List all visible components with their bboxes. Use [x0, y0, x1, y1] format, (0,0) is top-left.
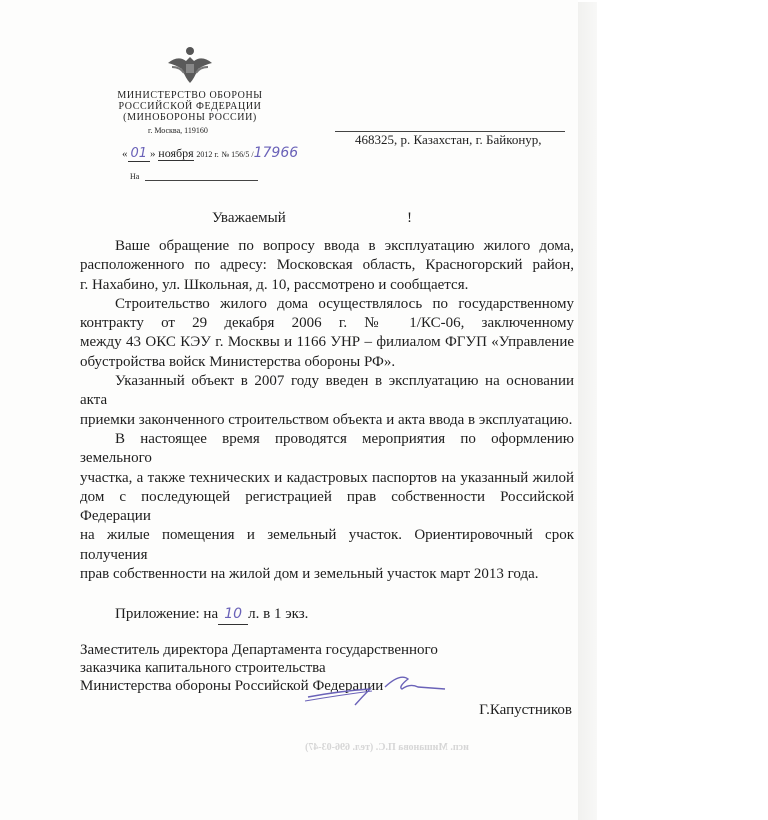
- paragraph-line: дом с последующей регистрацией прав собственности Российской Федерации: [80, 488, 574, 525]
- paragraph-line: расположенного по адресу: Московская область, Красногорский район,: [80, 257, 574, 274]
- handwritten-signature: [300, 669, 450, 709]
- paragraph-line: на жилые помещения и земельный участок. Ориентировочный срок получения: [80, 527, 574, 563]
- paragraph-line: обустройства войск Министерства обороны РФ».: [80, 353, 396, 370]
- greeting: Уважаемый: [212, 210, 286, 226]
- number-prefix: № 156/5 /: [221, 150, 254, 159]
- date-year: 2012 г.: [196, 150, 219, 159]
- paragraph-line: прав собственности на жилой дом и земельный участок март 2013 года.: [80, 566, 539, 583]
- ref-line: [145, 180, 258, 181]
- paragraph-line: приемки законченного строительством объекта и акта ввода в эксплуатацию.: [80, 411, 573, 428]
- org-name-line3: (МИНОБОРОНЫ РОССИИ): [123, 112, 257, 123]
- paragraph-line: контракту от 29 декабря 2006 г. № 1/КС-06, заключенному: [80, 315, 574, 332]
- attachment-prefix: Приложение: на: [115, 606, 219, 623]
- scan-edge: [578, 2, 597, 820]
- paragraph-line: участка, а также технических и кадастровых паспортов на указанный жилой: [80, 469, 574, 486]
- greeting-exclamation: !: [407, 210, 412, 226]
- number-handwritten: 17966: [253, 145, 299, 161]
- recipient-address: 468325, р. Казахстан, г. Байконур,: [355, 132, 542, 147]
- org-city: г. Москва, 119160: [148, 126, 208, 135]
- double-headed-eagle-emblem-icon: [166, 45, 214, 85]
- paragraph-line: Указанный объект в 2007 году введен в эксплуатацию на основании акта: [80, 373, 574, 409]
- paragraph-line: Ваше обращение по вопросу ввода в эксплуатацию жилого дома,: [115, 238, 574, 254]
- date-month: ноября: [158, 146, 194, 160]
- org-name-line1: МИНИСТЕРСТВО ОБОРОНЫ: [117, 90, 263, 101]
- signatory-title-line1: Заместитель директора Департамента государственного: [80, 642, 438, 659]
- paragraph-line: между 43 ОКС КЭУ г. Москвы и 1166 УНР – филиалом ФГУП «Управление: [80, 334, 574, 351]
- signatory-title-line2: заказчика капитального строительства: [80, 660, 326, 677]
- paragraph-line: Строительство жилого дома осуществлялось по государственному: [115, 295, 574, 312]
- attachment-note: [80, 604, 574, 625]
- attachment-suffix: л. в 1 экз.: [248, 606, 309, 623]
- letter-date-number: « 01 » ноября 2012 г. № 156/5 /17966: [122, 145, 299, 161]
- letter-content: [80, 237, 574, 719]
- bleed-through-text: исп. Мишанова П.С. (тел. 696-03-47): [305, 742, 469, 753]
- signatory-name: Г.Капустников: [479, 702, 572, 719]
- attachment-pages: 10: [218, 604, 248, 625]
- paragraph-line: г. Нахабино, ул. Школьная, д. 10, рассмотрено и сообщается.: [80, 276, 469, 293]
- signature-block: [80, 641, 574, 719]
- paragraph-line: В настоящее время проводятся мероприятия по оформлению земельного: [80, 430, 574, 467]
- date-day: 01: [128, 146, 151, 162]
- org-name-line2: РОССИЙСКОЙ ФЕДЕРАЦИИ: [118, 101, 262, 112]
- ref-label: На: [130, 172, 140, 181]
- signatory-title-line3: Министерства обороны Российской Федерации: [80, 678, 384, 695]
- letter-body: [80, 237, 574, 584]
